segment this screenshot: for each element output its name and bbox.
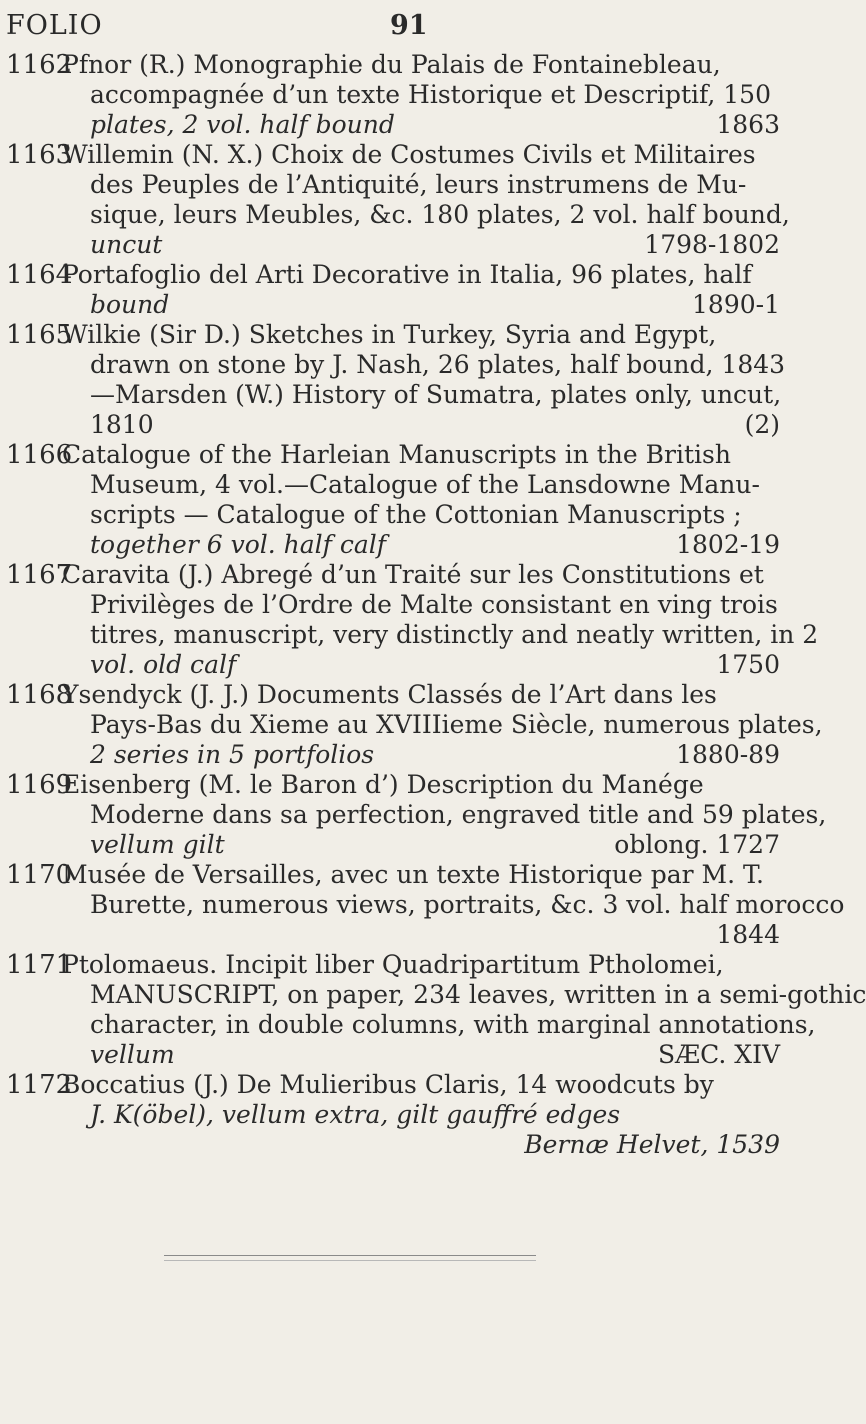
lot-number: 1166 <box>6 440 73 470</box>
lot-text: 2 series in 5 portfolios <box>90 740 375 769</box>
lot-text: bound <box>90 290 170 319</box>
lot-date: (2) <box>744 410 780 439</box>
lot-entry <box>0 440 780 560</box>
lot-line <box>62 1130 780 1160</box>
folio-label: FOLIO <box>6 10 103 41</box>
lot-text: J. K(öbel), vellum extra, gilt gauffré edges <box>90 1100 621 1129</box>
lot-text: plates, 2 vol. half bound <box>90 110 395 139</box>
lot-number: 1164 <box>6 260 73 290</box>
lot-line <box>62 50 780 80</box>
lot-line <box>62 260 780 290</box>
lot-line <box>62 830 780 860</box>
lot-text: 1810 <box>90 410 154 439</box>
lot-line <box>62 1100 780 1130</box>
lot-line <box>62 860 780 890</box>
lot-entry <box>0 140 790 260</box>
lot-date: 1863 <box>716 110 780 139</box>
lot-number: 1170 <box>6 860 73 890</box>
lot-text: Wilkie (Sir D.) Sketches in Turkey, Syria and Egypt, <box>62 320 717 349</box>
lot-line <box>62 710 823 740</box>
lot-date: SÆC. XIV <box>657 1040 780 1069</box>
lot-entry <box>0 1070 780 1160</box>
lot-text: Moderne dans sa perfection, engraved title and 59 plates, <box>90 800 827 829</box>
lot-line <box>62 440 780 470</box>
lot-line <box>62 800 827 830</box>
lot-entry <box>0 260 780 320</box>
lot-list <box>0 50 866 1160</box>
lot-entry <box>0 50 780 140</box>
lot-text: Willemin (N. X.) Choix de Costumes Civils et Militaires <box>62 140 756 169</box>
lot-line <box>62 920 780 950</box>
lot-number: 1167 <box>6 560 73 590</box>
lot-date: 1880-89 <box>676 740 780 769</box>
lot-line <box>62 680 780 710</box>
lot-line <box>62 950 780 980</box>
lot-text: Museum, 4 vol.—Catalogue of the Lansdowne Manu- <box>90 470 760 499</box>
lot-number: 1168 <box>6 680 73 710</box>
lot-date: 1844 <box>716 920 780 949</box>
lot-number: 1172 <box>6 1070 73 1100</box>
lot-number: 1165 <box>6 320 73 350</box>
lot-line <box>62 320 780 350</box>
lot-text: accompagnée d’un texte Historique et Descriptif, 150 <box>90 80 771 109</box>
page-number: 91 <box>390 10 428 41</box>
lot-text: Eisenberg (M. le Baron d’) Description du Manége <box>62 770 704 799</box>
lot-line <box>62 410 780 440</box>
lot-line <box>62 380 780 410</box>
lot-text: together 6 vol. half calf <box>90 530 387 559</box>
lot-line <box>62 1040 780 1070</box>
lot-text: Ptolomaeus. Incipit liber Quadripartitum Ptholomei, <box>62 950 724 979</box>
lot-line <box>62 1070 780 1100</box>
lot-line <box>62 140 780 170</box>
lot-number: 1171 <box>6 950 73 980</box>
lot-text: —Marsden (W.) History of Sumatra, plates only, uncut, <box>90 380 782 409</box>
lot-text: character, in double columns, with marginal annotations, <box>90 1010 816 1039</box>
lot-number: 1169 <box>6 770 73 800</box>
lot-line <box>62 650 780 680</box>
lot-text: drawn on stone by J. Nash, 26 plates, half bound, 1843 <box>90 350 786 379</box>
end-rule <box>164 1255 536 1261</box>
lot-entry <box>0 320 786 440</box>
lot-text: Ysendyck (J. J.) Documents Classés de l’Art dans les <box>62 680 717 709</box>
lot-entry <box>0 680 823 770</box>
lot-text: MANUSCRIPT, on paper, 234 leaves, written in a semi-gothic <box>90 980 866 1009</box>
lot-entry <box>0 950 866 1070</box>
lot-line <box>62 890 845 920</box>
lot-date: 1798-1802 <box>644 230 780 259</box>
lot-line <box>62 980 866 1010</box>
lot-line <box>62 620 819 650</box>
lot-text: Musée de Versailles, avec un texte Historique par M. T. <box>62 860 764 889</box>
lot-text: Burette, numerous views, portraits, &c. 3 vol. half morocco <box>90 890 845 919</box>
lot-entry <box>0 770 827 860</box>
lot-text: vellum gilt <box>90 830 225 859</box>
lot-text: des Peuples de l’Antiquité, leurs instrumens de Mu- <box>90 170 747 199</box>
lot-line <box>62 500 780 530</box>
lot-text: Privilèges de l’Ordre de Malte consistant en ving trois <box>90 590 778 619</box>
lot-text: scripts — Catalogue of the Cottonian Manuscripts ; <box>90 500 742 529</box>
lot-date: Bernæ Helvet, 1539 <box>524 1130 780 1159</box>
lot-text: sique, leurs Meubles, &c. 180 plates, 2 vol. half bound, <box>90 200 790 229</box>
lot-line <box>62 170 780 200</box>
lot-line <box>62 80 780 110</box>
lot-line <box>62 1010 816 1040</box>
lot-text: titres, manuscript, very distinctly and neatly written, in 2 <box>90 620 819 649</box>
lot-date: 1750 <box>716 650 780 679</box>
lot-date: 1802-19 <box>676 530 780 559</box>
lot-line <box>62 230 780 260</box>
lot-line <box>62 770 780 800</box>
lot-date: oblong. 1727 <box>614 830 780 859</box>
lot-line <box>62 200 790 230</box>
lot-text: vellum <box>90 1040 175 1069</box>
lot-text: uncut <box>90 230 163 259</box>
lot-entry <box>0 860 845 950</box>
lot-text: Caravita (J.) Abregé d’un Traité sur les Constitutions et <box>62 560 764 589</box>
lot-line <box>62 590 780 620</box>
page-header <box>0 6 800 46</box>
lot-entry <box>0 560 819 680</box>
lot-text: Boccatius (J.) De Mulieribus Claris, 14 woodcuts by <box>62 1070 714 1099</box>
lot-text: vol. old calf <box>90 650 237 679</box>
lot-line <box>62 110 780 140</box>
lot-line <box>62 530 780 560</box>
lot-number: 1163 <box>6 140 73 170</box>
lot-line <box>62 470 780 500</box>
lot-date: 1890-1 <box>692 290 780 319</box>
lot-text: Pays-Bas du Xieme au XVIIIieme Siècle, numerous plates, <box>90 710 823 739</box>
lot-text: Pfnor (R.) Monographie du Palais de Fontainebleau, <box>62 50 721 79</box>
lot-line <box>62 290 780 320</box>
lot-line <box>62 350 786 380</box>
lot-number: 1162 <box>6 50 73 80</box>
lot-text: Catalogue of the Harleian Manuscripts in the British <box>62 440 731 469</box>
lot-line <box>62 560 780 590</box>
lot-text: Portafoglio del Arti Decorative in Italia, 96 plates, half <box>62 260 752 289</box>
lot-line <box>62 740 780 770</box>
